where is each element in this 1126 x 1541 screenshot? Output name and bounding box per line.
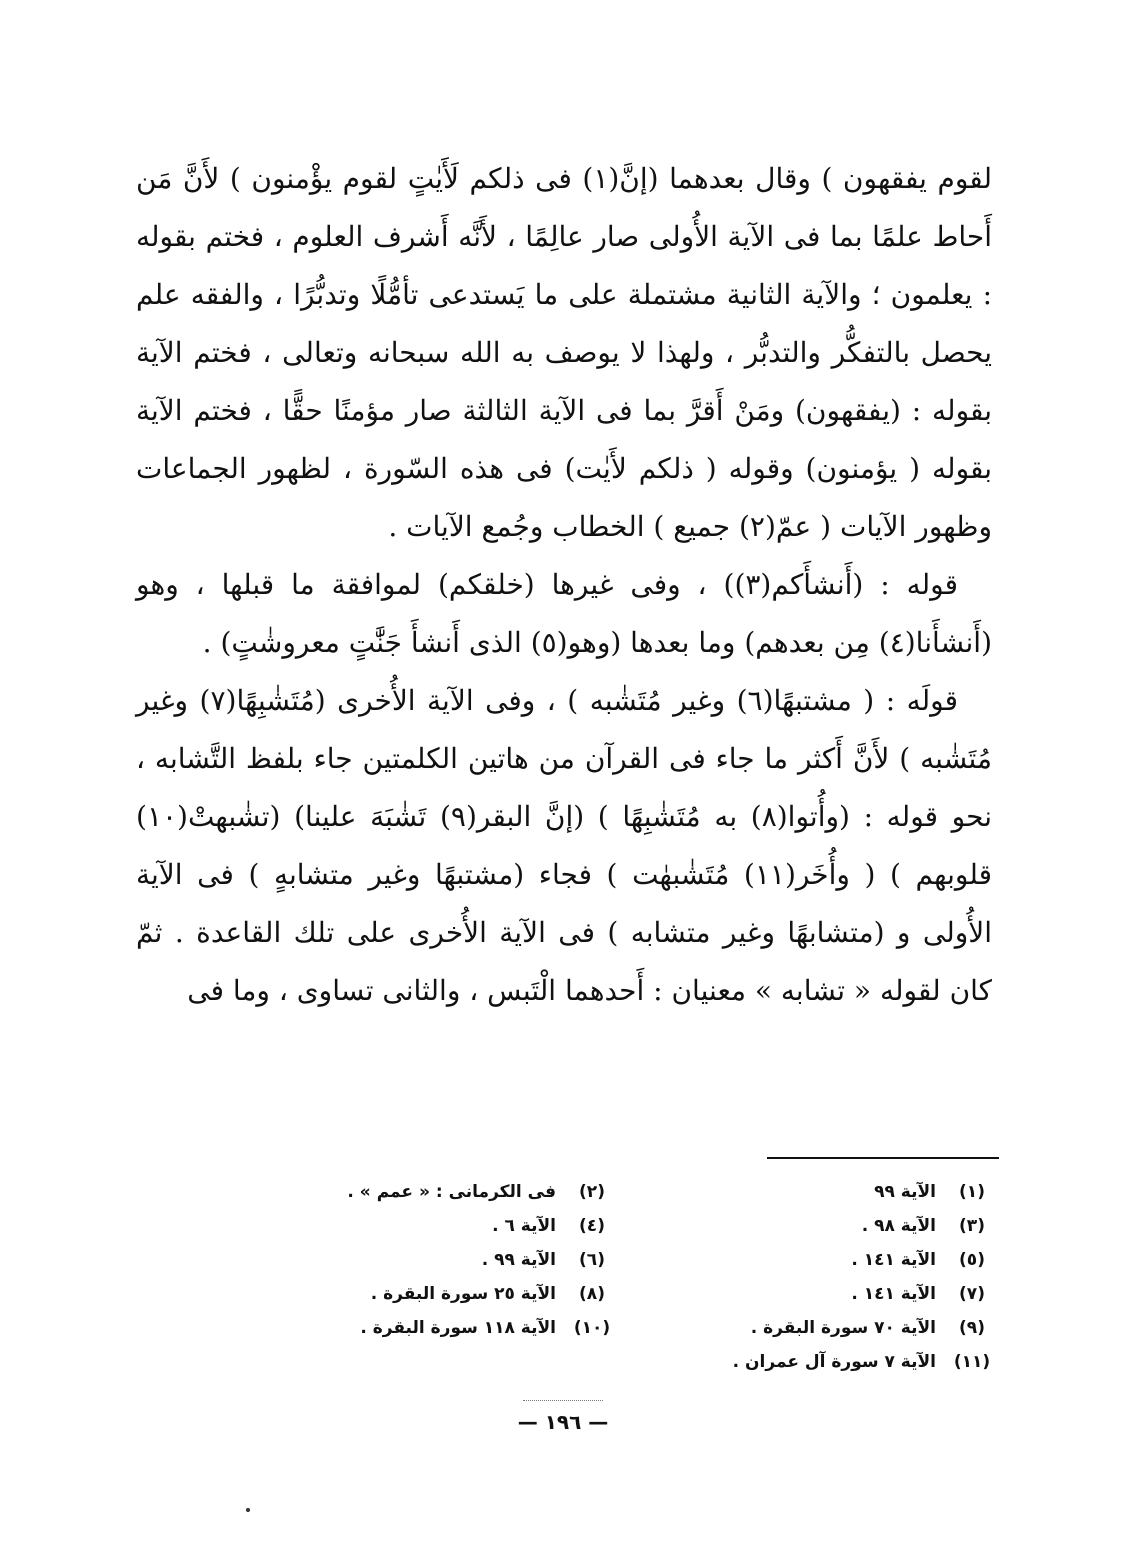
footnote-item	[236, 1313, 616, 1343]
footnote-number: (٤)	[579, 1216, 605, 1236]
footnote-number: (٢)	[579, 1182, 605, 1202]
footnote-item	[236, 1279, 616, 1309]
footnote-text: فى الكرمانى : « عمم » .	[347, 1182, 556, 1202]
footnote-number: (٥)	[959, 1250, 985, 1270]
footnote-number: (٣)	[959, 1216, 985, 1236]
footnote-text: الآية ٧٠ سورة البقرة .	[750, 1318, 936, 1338]
main-text	[136, 150, 992, 1020]
footnote-text: الآية ٩٨ .	[861, 1216, 936, 1236]
footnote-text: الآية ٧ سورة آل عمران .	[732, 1352, 936, 1372]
footnote-text: الآية ٩٩	[874, 1182, 936, 1202]
footnote-number: (٩)	[959, 1318, 985, 1338]
footnotes	[236, 1177, 996, 1377]
footnote-number: (١٠)	[573, 1318, 611, 1338]
footnote-text: الآية ١١٨ سورة البقرة .	[360, 1318, 556, 1338]
paragraph: قولَه : ( مشتبهًا(٦) وغير مُتَشٰبه ) ، وفى الآية الأُخرى (مُتَشٰبِهًا(٧) وغير مُتَشٰبه ) لأَنَّ أَكثر ما جاء فى القرآن من هاتين الكلمتين جاء بلفظ التَّشابه ، نحو قوله : (وأُتوا(٨) به مُتَشٰبِهًا ) (إنَّ البقر(٩) تَشٰبَهَ علينا) (تشٰبهتْ(١٠) قلوبهم ) ( وأُخَر(١١) مُتَشٰبهٰت ) فجاء (مشتبهًا وغير متشابهٍ ) فى الآية الأُولى و (متشابهًا وغير متشابه ) فى الآية الأُخرى على تلك القاعدة . ثمّ كان لقوله « تشابه » معنيان : أَحدهما الْتَبس ، والثانى تساوى ، وما فى	[136, 684, 993, 1007]
footnote-item	[236, 1211, 616, 1241]
footnote-item	[616, 1279, 996, 1309]
page-number-divider	[523, 1400, 603, 1401]
footnote-number: (١١)	[953, 1352, 991, 1372]
footnote-item	[236, 1245, 616, 1275]
footnote-text: الآية ٦ .	[492, 1216, 556, 1236]
footnote-number: (١)	[959, 1182, 985, 1202]
footnote-item	[236, 1177, 616, 1207]
footnote-text: الآية ١٤١ .	[851, 1284, 936, 1304]
footnote-item	[616, 1211, 996, 1241]
footnote-item	[616, 1313, 996, 1343]
page-number: — ١٩٦ —	[517, 1410, 609, 1434]
footnote-separator	[767, 1157, 999, 1159]
footnote-number: (٨)	[579, 1284, 605, 1304]
footnote-item	[616, 1347, 996, 1377]
footnote-text: الآية ١٤١ .	[851, 1250, 936, 1270]
footnote-item	[616, 1245, 996, 1275]
footnote-text: الآية ٩٩ .	[481, 1250, 556, 1270]
footnote-number: (٧)	[959, 1284, 985, 1304]
footnote-item	[616, 1177, 996, 1207]
footnote-number: (٦)	[579, 1250, 605, 1270]
paragraph: لقوم يفقهون ) وقال بعدهما (إنَّ(١) فى ذلكم لَأَيٰتٍ لقوم يؤْمنون ) لأَنَّ مَن أَحاط علمًا بما فى الآية الأُولى صار عالِمًا ، لأَنَّه أَشرف العلوم ، فختم بقوله : يعلمون ؛ والآية الثانية مشتملة على ما يَستدعى تأمُّلًا وتدبُّرًا ، والفقه علم يحصل بالتفكُّر والتدبُّر ، ولهذا لا يوصف به الله سبحانه وتعالى ، فختم الآية بقوله : (يفقهون) ومَنْ أَقرَّ بما فى الآية الثالثة صار مؤمنًا حقًّا ، فختم الآية بقوله ( يؤمنون) وقوله ( ذلكم لأَيٰت) فى هذه السّورة ، لظهور الجماعات وظهور الآيات ( عمّ(٢) جميع ) الخطاب وجُمع الآيات .	[136, 162, 993, 543]
scan-speck	[246, 1508, 250, 1512]
footnote-text: الآية ٢٥ سورة البقرة .	[370, 1284, 556, 1304]
paragraph: قوله : (أَنشأَكم(٣)) ، وفى غيرها (خلقكم) لموافقة ما قبلها ، وهو (أَنشأَنا(٤) مِن بعدهم) وما بعدها (وهو(٥) الذى أَنشأَ جَنَّٰتٍ معروشٰتٍ) .	[136, 568, 992, 659]
